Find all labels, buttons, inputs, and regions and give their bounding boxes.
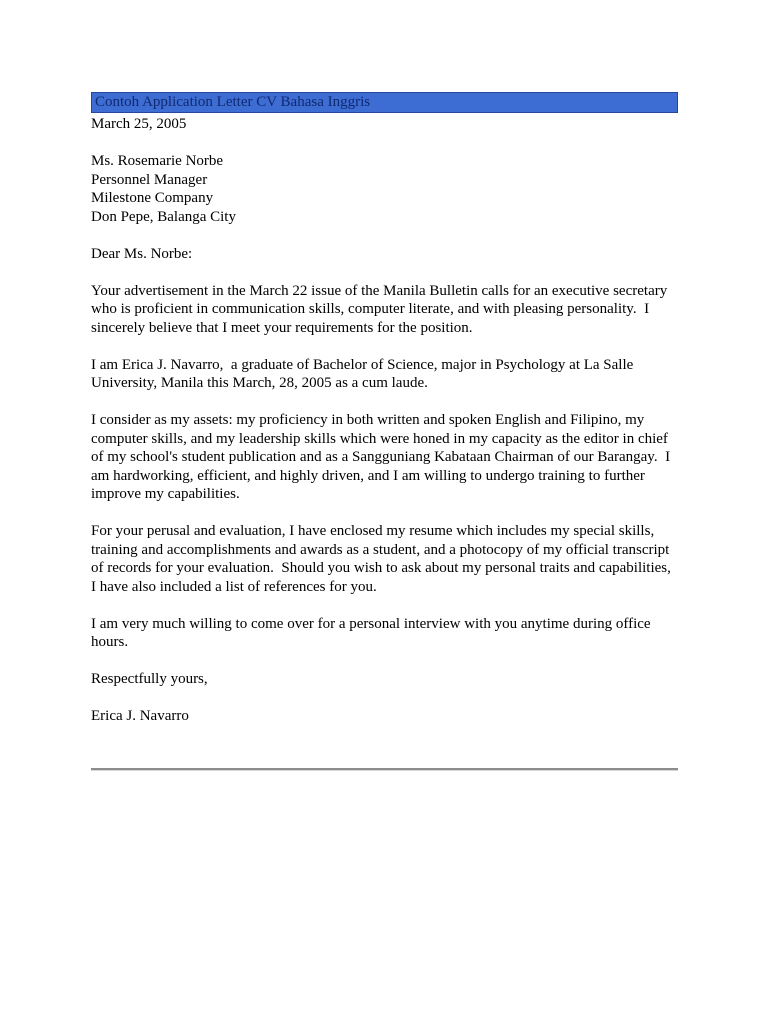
letter-paragraph: I am Erica J. Navarro, a graduate of Bachelor of Science, major in Psychology at La Salle University, Manila this March, 28, 2005 as a cum laude. (91, 356, 638, 391)
closing-line: Respectfully yours, (91, 671, 208, 687)
document-title: Contoh Application Letter CV Bahasa Inggris (95, 94, 371, 110)
recipient-block (91, 152, 678, 226)
signature-line: Erica J. Navarro (91, 708, 189, 724)
letter-paragraph: I am very much willing to come over for a personal interview with you anytime during office hours. (91, 615, 655, 650)
letter-paragraph: For your perusal and evaluation, I have enclosed my resume which includes my special skills, training and accomplishments and awards as a student, and a photocopy of my official transcript of records for your evaluation. Should you wish to ask about my personal traits and capabilities, I have also included a list of references for you. (91, 523, 675, 595)
date-line: March 25, 2005 (91, 116, 187, 132)
recipient-company: Milestone Company (91, 190, 214, 206)
letter-paragraph: Your advertisement in the March 22 issue of the Manila Bulletin calls for an executive secretary who is proficient in communication skills, computer literate, and with pleasing personality. I sincerely believe that I meet your requirements for the position. (91, 282, 671, 336)
letter-paragraph: I consider as my assets: my proficiency in both written and spoken English and Filipino, my computer skills, and my leadership skills which were honed in my capacity as the editor in chief of my school's student publication and as a Sangguniang Kabataan Chairman of our Barangay. I am hardworking, efficient, and highly driven, and I am willing to undergo training to further improve my capabilities. (91, 412, 674, 502)
recipient-name: Ms. Rosemarie Norbe (91, 153, 224, 169)
salutation-line: Dear Ms. Norbe: (91, 245, 193, 262)
horizontal-divider (91, 768, 678, 771)
recipient-address: Don Pepe, Balanga City (91, 208, 236, 225)
document-title-bar[interactable] (91, 92, 678, 113)
letter-content (91, 92, 678, 771)
recipient-title: Personnel Manager (91, 171, 208, 188)
